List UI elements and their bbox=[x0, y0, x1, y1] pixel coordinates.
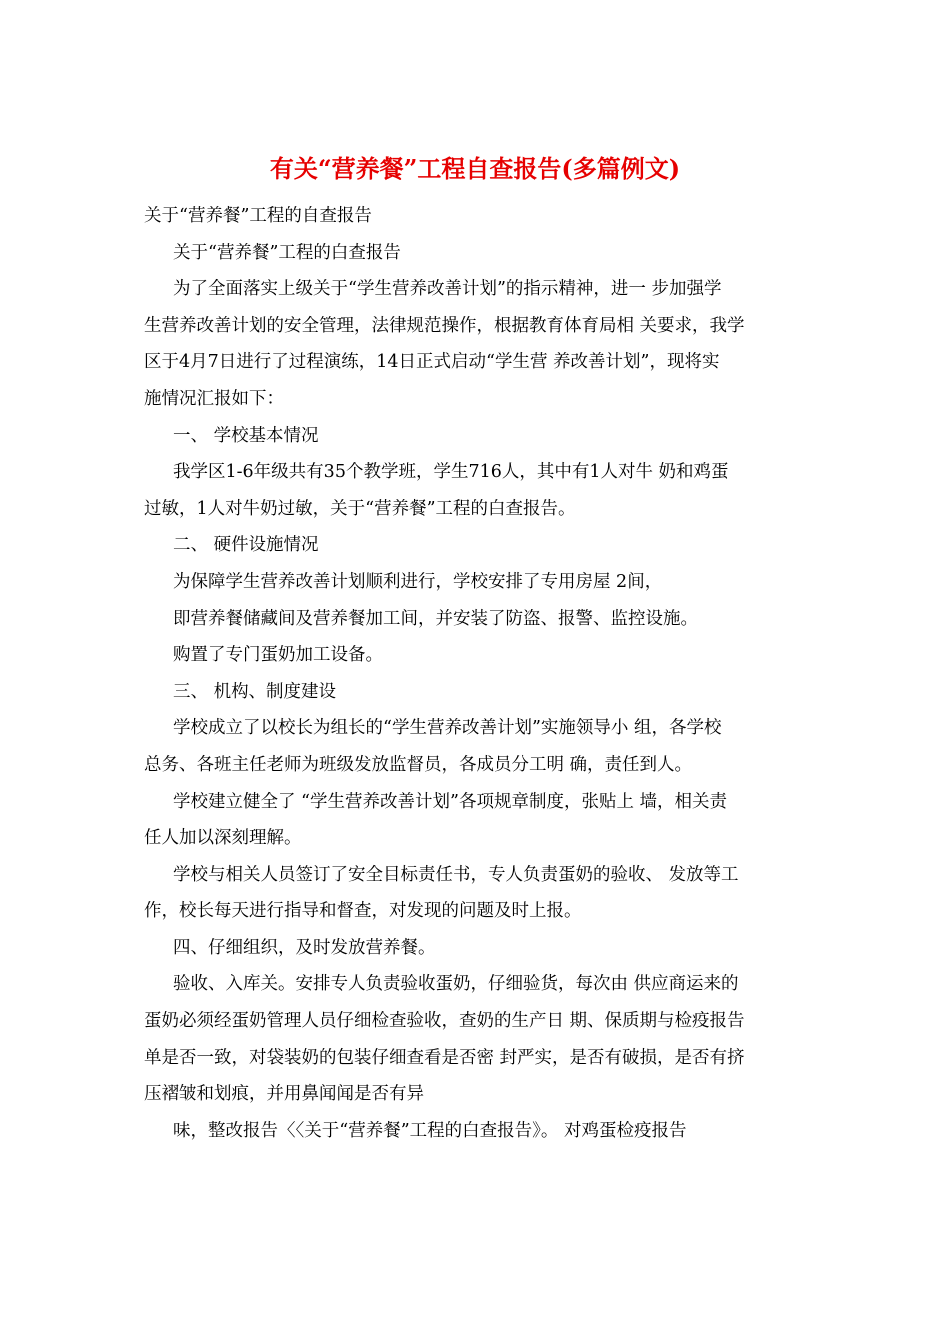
body-line: 购置了专门蛋奶加工设备。 bbox=[173, 645, 383, 666]
body-line: 作，校长每天进行指导和督查，对发现的问题及时上报。 bbox=[144, 901, 582, 922]
body-line: 区于4月7日进行了过程演练，14日正式启动“学生营 养改善计划”，现将实 bbox=[144, 352, 720, 373]
body-line: 学校与相关人员签订了安全目标责任书，专人负责蛋奶的验收、 发放等工 bbox=[173, 864, 739, 885]
body-line: 施情况汇报如下： bbox=[144, 388, 284, 409]
body-line: 为了全面落实上级关于“学生营养改善计划”的指示精神，进一 步加强学 bbox=[173, 279, 722, 300]
body-line: 验收、入库关。安排专人负责验收蛋奶，仔细验货，每次由 供应商运来的 bbox=[173, 974, 739, 995]
document-title: 有关“营养餐”工程自查报告(多篇例文) bbox=[269, 154, 681, 183]
body-line: 关于“营养餐”工程的自查报告 bbox=[144, 206, 372, 226]
body-line: 一、 学校基本情况 bbox=[173, 425, 319, 446]
body-line: 学校建立健全了 “学生营养改善计划”各项规章制度，张贴上 墙，相关责 bbox=[173, 791, 728, 812]
body-line: 学校成立了以校长为组长的“学生营养改善计划”实施领导小 组，各学校 bbox=[173, 718, 722, 739]
body-line: 任人加以深刻理解。 bbox=[144, 828, 302, 849]
body-line: 我学区1-6年级共有35个教学班，学生716人，其中有1人对牛 奶和鸡蛋 bbox=[173, 462, 729, 483]
document-body bbox=[144, 198, 808, 1149]
body-line: 味，整改报告〈〈关于“营养餐”工程的白查报告》。 对鸡蛋检疫报告 bbox=[173, 1120, 687, 1141]
body-line: 压褶皱和划痕，并用鼻闻闻是否有异 bbox=[144, 1084, 424, 1105]
body-line: 关于“营养餐”工程的白查报告 bbox=[173, 242, 401, 263]
body-line: 蛋奶必须经蛋奶管理人员仔细检查验收，查奶的生产日 期、保质期与检疫报告 bbox=[144, 1011, 745, 1032]
body-line: 为保障学生营养改善计划顺利进行，学校安排了专用房屋 2间， bbox=[173, 571, 663, 592]
body-line: 即营养餐储藏间及营养餐加工间，并安装了防盗、报警、监控设施。 bbox=[173, 608, 698, 629]
body-line: 生营养改善计划的安全管理，法律规范操作，根据教育体育局相 关要求，我学 bbox=[144, 315, 745, 336]
body-line: 二、 硬件设施情况 bbox=[173, 535, 319, 556]
body-line: 四、仔细组织，及时发放营养餐。 bbox=[173, 937, 436, 958]
body-line: 过敏，1人对牛奶过敏，关于“营养餐”工程的白查报告。 bbox=[144, 498, 576, 519]
body-line: 三、 机构、制度建设 bbox=[173, 681, 337, 702]
body-line: 总务、各班主任老师为班级发放监督员，各成员分工明 确，责任到人。 bbox=[144, 754, 693, 775]
body-line: 单是否一致，对袋装奶的包装仔细查看是否密 封严实，是否有破损，是否有挤 bbox=[144, 1047, 745, 1068]
